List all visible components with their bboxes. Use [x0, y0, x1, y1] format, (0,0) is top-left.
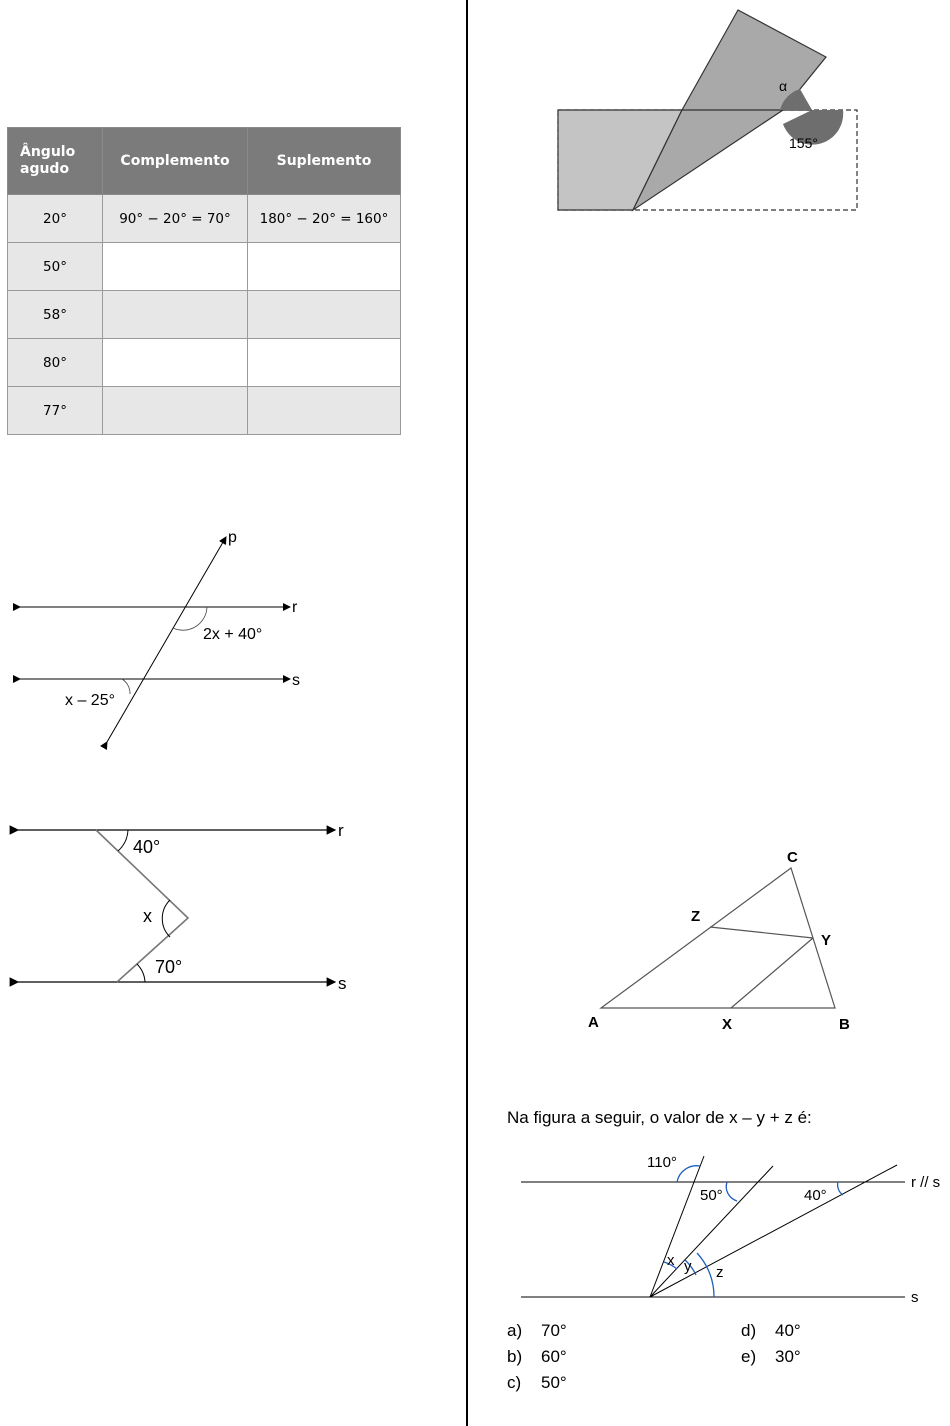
- option-b[interactable]: [507, 1344, 567, 1370]
- table-cell: 80°: [8, 339, 103, 387]
- option-d[interactable]: [741, 1318, 801, 1344]
- angle-label-110: 110°: [647, 1154, 677, 1171]
- angle-label-y: y: [684, 1258, 692, 1275]
- option-value: 70°: [541, 1321, 567, 1340]
- option-value: 60°: [541, 1347, 567, 1366]
- table-cell: 90° − 20° = 70°: [103, 195, 248, 243]
- table-cell: [103, 291, 248, 339]
- option-value: 30°: [775, 1347, 801, 1366]
- angle-arc-70: [137, 964, 145, 982]
- angle-label-50: 50°: [700, 1187, 723, 1204]
- label-r: r: [338, 821, 344, 840]
- table-row: [8, 339, 401, 387]
- angle-label-2x-plus-40: 2x + 40°: [203, 626, 263, 643]
- segment-zy: [710, 927, 813, 938]
- table-cell: [248, 339, 401, 387]
- vertex-c: C: [787, 849, 798, 866]
- segment-yx: [731, 938, 813, 1008]
- option-letter: a): [507, 1321, 523, 1340]
- fig-folded-paper: [550, 0, 870, 220]
- option-letter: e): [741, 1347, 757, 1366]
- label-r-parallel-s: r // s: [911, 1174, 941, 1191]
- angle-label-alpha: α: [779, 78, 788, 94]
- vertex-b: B: [839, 1016, 850, 1033]
- header-supplement: Suplemento: [248, 128, 401, 195]
- angle-label-70: 70°: [155, 957, 183, 977]
- angle-table: [7, 127, 401, 435]
- table-row: [8, 243, 401, 291]
- angle-arc-lower: [122, 679, 130, 694]
- table-cell: [248, 291, 401, 339]
- table-cell: 77°: [8, 387, 103, 435]
- table-cell: 58°: [8, 291, 103, 339]
- table-cell: [248, 243, 401, 291]
- option-letter: b): [507, 1347, 523, 1366]
- angle-arc-z: [697, 1253, 714, 1297]
- vertex-a: A: [588, 1014, 599, 1031]
- option-c[interactable]: [507, 1370, 567, 1396]
- angle-label-x: x: [143, 906, 152, 926]
- option-value: 50°: [541, 1373, 567, 1392]
- table-row: [8, 291, 401, 339]
- angle-arc-40: [118, 830, 128, 851]
- fig-triangle: [580, 840, 860, 1040]
- table-row: [8, 387, 401, 435]
- angle-arc-40: [838, 1182, 843, 1195]
- vertex-x: X: [722, 1016, 733, 1033]
- question-text: Na figura a seguir, o valor de x – y + z é:: [507, 1108, 812, 1127]
- option-letter: d): [741, 1321, 757, 1340]
- vertex-y: Y: [821, 932, 832, 949]
- angle-label-z: z: [716, 1264, 724, 1281]
- label-r: r: [292, 599, 298, 616]
- header-acute-angle: Ângulo agudo: [8, 128, 103, 195]
- label-s: s: [292, 672, 300, 689]
- ray-3: [650, 1165, 897, 1297]
- options-left: [507, 1318, 567, 1396]
- triangle-abc: [601, 868, 835, 1008]
- table-row: [8, 195, 401, 243]
- angle-arc-110: [677, 1166, 700, 1182]
- angle-label-40: 40°: [804, 1187, 827, 1204]
- table-cell: [103, 339, 248, 387]
- fig-zigzag: [0, 815, 360, 1000]
- vertex-z: Z: [691, 908, 701, 925]
- fig-question: [495, 1145, 950, 1315]
- table-header-row: [8, 128, 401, 195]
- table-cell: [103, 243, 248, 291]
- angle-label-155: 155°: [789, 135, 818, 151]
- angle-label-x-minus-25: x – 25°: [65, 692, 115, 709]
- label-p: p: [228, 529, 237, 546]
- option-value: 40°: [775, 1321, 801, 1340]
- angle-arc-x: [162, 900, 170, 937]
- table-cell: 180° − 20° = 160°: [248, 195, 401, 243]
- table-cell: 20°: [8, 195, 103, 243]
- fig-parallel-transversal: [0, 520, 330, 750]
- table-cell: [103, 387, 248, 435]
- option-e[interactable]: [741, 1344, 801, 1370]
- ray-1: [650, 1156, 704, 1297]
- angle-label-40: 40°: [133, 837, 161, 857]
- options-right: [741, 1318, 801, 1370]
- table-cell: 50°: [8, 243, 103, 291]
- label-s: s: [338, 974, 347, 993]
- table-cell: [248, 387, 401, 435]
- angle-label-x: x: [667, 1252, 675, 1269]
- option-a[interactable]: [507, 1318, 567, 1344]
- option-letter: c): [507, 1373, 522, 1392]
- angle-arc-50: [726, 1182, 737, 1201]
- label-s: s: [911, 1289, 919, 1306]
- header-complement: Complemento: [103, 128, 248, 195]
- column-divider: [466, 0, 468, 1426]
